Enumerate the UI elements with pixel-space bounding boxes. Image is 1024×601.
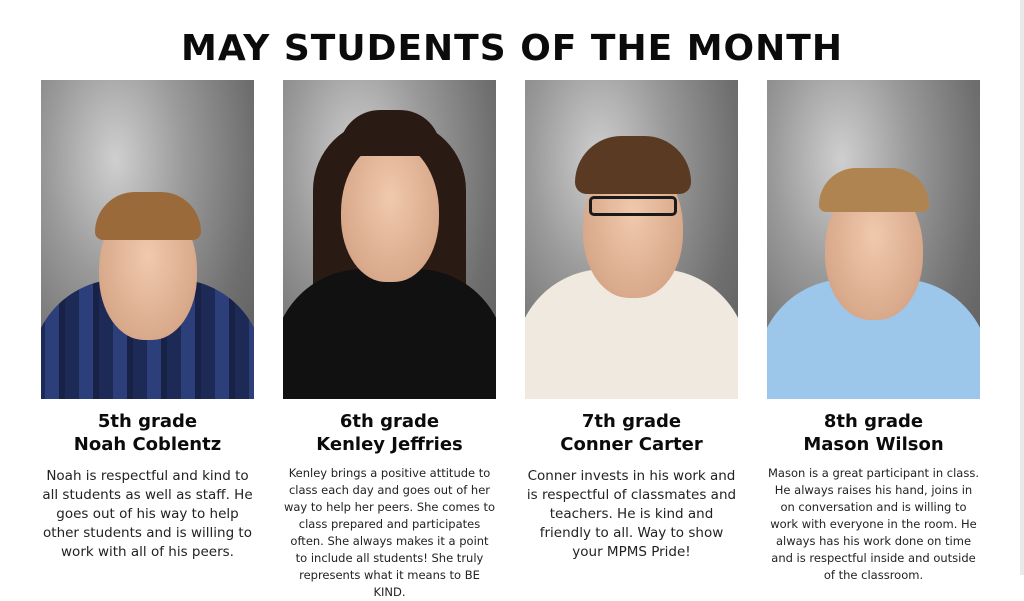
student-description: Noah is respectful and kind to all students as well as staff. He goes out of his way to help other students and is willing to work with all of his peers. [42,468,253,560]
student-name: Conner Carter [560,434,703,455]
glasses-icon [589,196,677,216]
student-name: Mason Wilson [803,434,944,455]
student-name: Noah Coblentz [73,434,222,455]
student-grade: 6th grade [339,411,440,432]
student-card-8th [767,80,980,584]
right-edge-strip [1020,0,1024,575]
student-description: Mason is a great participant in class. He always raises his hand, joins in on conversation and is willing to work with everyone in the room. He always has his work done on time and is respectful inside and outside of the classroom. [768,466,979,582]
student-grade: 8th grade [823,411,924,432]
student-photo [525,80,738,399]
student-description: Kenley brings a positive attitude to class each day and goes out of her way to help her peers. She comes to class prepared and participates often. She always makes it a point to include all students! She truly represents what it means to BE KIND. [283,466,495,599]
student-grade: 5th grade [97,411,198,432]
face [341,142,439,282]
hair [819,168,929,212]
hair [95,192,201,240]
page-title: MAY STUDENTS OF THE MONTH [181,28,843,69]
hair-top [339,110,441,156]
student-photo [41,80,254,399]
hair [575,136,691,194]
student-description: Conner invests in his work and is respectful of classmates and teachers. He is kind and friendly to all. Way to show your MPMS Pride! [526,468,737,560]
shirt [283,269,496,399]
student-grade: 7th grade [581,411,682,432]
student-photo [283,80,496,399]
student-card-7th [525,80,738,562]
student-card-5th [41,80,254,562]
student-name: Kenley Jeffries [316,434,463,455]
student-card-6th [283,80,496,601]
student-photo [767,80,980,399]
